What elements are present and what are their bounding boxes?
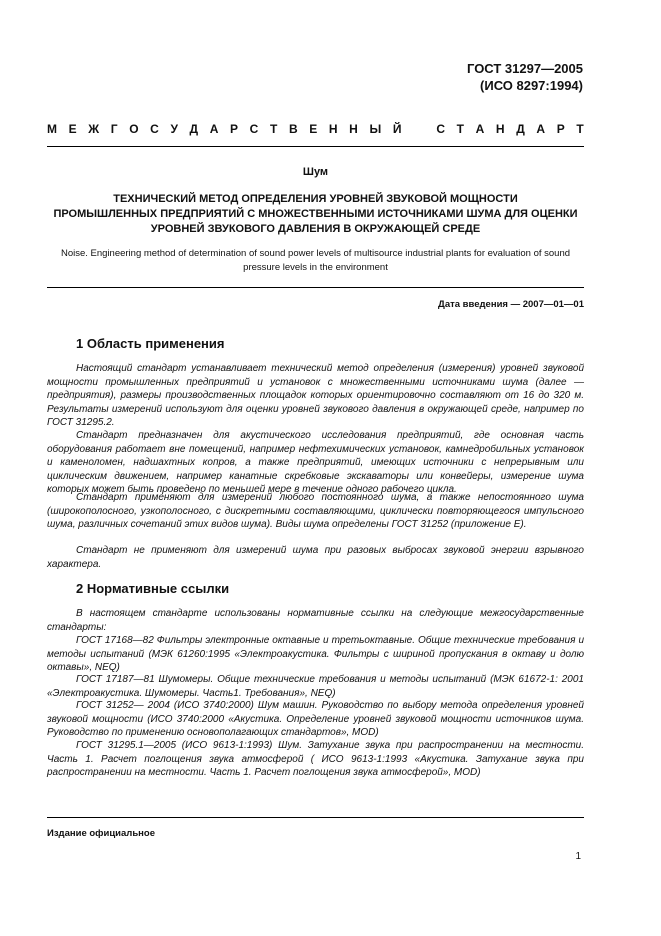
reference-item: [47, 699, 584, 740]
interstate-standard-label: [47, 122, 584, 136]
letter: Т: [456, 122, 464, 136]
iso-code: (ИСО 8297:1994): [480, 78, 583, 93]
letter: Н: [328, 122, 338, 136]
paragraph: [47, 429, 584, 497]
reference-item: [47, 634, 584, 675]
reference-item: [47, 673, 584, 700]
paragraph: [47, 491, 584, 532]
letter: А: [209, 122, 219, 136]
letter: Д: [189, 122, 199, 136]
letter: А: [536, 122, 546, 136]
letter: Р: [556, 122, 565, 136]
date-introduction: Дата введения — 2007—01—01: [438, 299, 584, 310]
letter: Н: [495, 122, 505, 136]
letter: С: [436, 122, 446, 136]
letter: С: [249, 122, 259, 136]
footer-divider: [47, 817, 584, 818]
letter: Д: [516, 122, 525, 136]
paragraph: [47, 362, 584, 430]
letter: В: [288, 122, 298, 136]
letter: О: [129, 122, 139, 136]
letter: Ы: [369, 122, 382, 136]
letter: Т: [269, 122, 278, 136]
paragraph: [47, 607, 584, 634]
letter: А: [475, 122, 485, 136]
letter: Е: [68, 122, 77, 136]
paragraph-text: Стандарт не применяют для измерений шума при разовых выбросах звуковой энергии взрывного характера.: [47, 545, 584, 570]
letter: Т: [576, 122, 584, 136]
letter: Р: [230, 122, 239, 136]
english-title: [47, 247, 584, 275]
section-heading-references: 2 Нормативные ссылки: [76, 581, 230, 596]
official-edition-label: Издание официальное: [47, 828, 155, 839]
header-divider: [47, 146, 584, 147]
paragraph-text: Настоящий стандарт устанавливает технический метод определения (измерения) уровней звуковой мощности промышленных предприятий и установок с множественными источниками шума (далее — предприятия), размеры производственных площадок которых ориентировочно составляют от 16 до 320 м. Результаты измерений используют для оценки уровней звукового давления в окружающей среде, например по ГОСТ 31295.2.: [47, 363, 584, 428]
reference-text: ГОСТ 17187—81 Шумомеры. Общие технические требования и методы испытаний (МЭК 61672-1: 2001 «Электроакустика. Шумомеры. Часть1. Требования», NEQ): [47, 674, 584, 699]
noise-heading: Шум: [302, 166, 329, 178]
letter: Г: [110, 122, 118, 136]
document-header: [467, 60, 583, 94]
page-number: 1: [575, 851, 581, 862]
title-line: УРОВНЕЙ ЗВУКОВОГО ДАВЛЕНИЯ В ОКРУЖАЮЩЕЙ СРЕДЕ: [150, 223, 481, 235]
section-heading-scope: 1 Область применения: [76, 336, 225, 351]
reference-item: [47, 739, 584, 780]
title-divider: [47, 287, 584, 288]
letter: Н: [349, 122, 358, 136]
paragraph-text: Стандарт предназначен для акустического исследования предприятий, где основная часть оборудования работает вне помещений, например нефтехимических установок, камнедробильных установок и каменоломен, надшахтных копров, а также предприятий, имеющих источники с непрерывным или циклическим движением, например канатные скребковые экскаваторы или конвейеры, измерение шума которых может быть проведено по меньшей мере в течение одного рабочего цикла.: [47, 430, 584, 495]
letter: С: [150, 122, 159, 136]
letter: Й: [392, 122, 402, 136]
reference-text: ГОСТ 31295.1—2005 (ИСО 9613-1:1993) Шум. Затухание звука при распространении на местности. Часть 1. Расчет поглощения звука атмосферой ( ИСО 9613-1:1993 «Акустика. Затухание звука при распространении на местности. Часть 1. Расчет поглощения звука атмосферой», MOD): [47, 740, 584, 778]
document-title: [47, 192, 584, 237]
letter: У: [170, 122, 178, 136]
paragraph: [47, 544, 584, 571]
standard-code: ГОСТ 31297—2005: [467, 61, 583, 76]
letter: Е: [309, 122, 318, 136]
title-line: ТЕХНИЧЕСКИЙ МЕТОД ОПРЕДЕЛЕНИЯ УРОВНЕЙ ЗВУКОВОЙ МОЩНОСТИ: [113, 193, 518, 205]
paragraph-text: В настоящем стандарте использованы нормативные ссылки на следующие межгосударственные стандарты:: [47, 608, 584, 633]
letter: М: [47, 122, 57, 136]
english-title-line: Noise. Engineering method of determination of sound power levels of multisource industrial plants for evaluation of sound: [60, 248, 571, 259]
letter: Ж: [88, 122, 100, 136]
reference-text: ГОСТ 17168—82 Фильтры электронные октавные и третьоктавные. Общие технические требования и методы испытаний (МЭК 61260:1995 «Электроакустика. Фильтры с шириной пропускания в октаву и долю октавы», NEQ): [47, 635, 584, 673]
reference-text: ГОСТ 31252— 2004 (ИСО 3740:2000) Шум машин. Руководство по выбору метода определения уровней звуковой мощности (ИСО 3740:2000 «Акустика. Определение уровней звуковой мощности источников шума. Руководство по применению основополагающих стандартов», MOD): [47, 700, 584, 738]
english-title-line: pressure levels in the environment: [243, 262, 388, 273]
paragraph-text: Стандарт применяют для измерений любого постоянного шума, а также непостоянного шума (широкополосного, узкополосного, с дискретными составляющими, циклически повторяющегося импульсного шума, различных сочетаний этих видов шума). Виды шума определены ГОСТ 31252 (приложение Е).: [47, 492, 584, 530]
title-line: ПРОМЫШЛЕННЫХ ПРЕДПРИЯТИЙ С МНОЖЕСТВЕННЫМИ ИСТОЧНИКАМИ ШУМА ДЛЯ ОЦЕНКИ: [53, 208, 578, 220]
